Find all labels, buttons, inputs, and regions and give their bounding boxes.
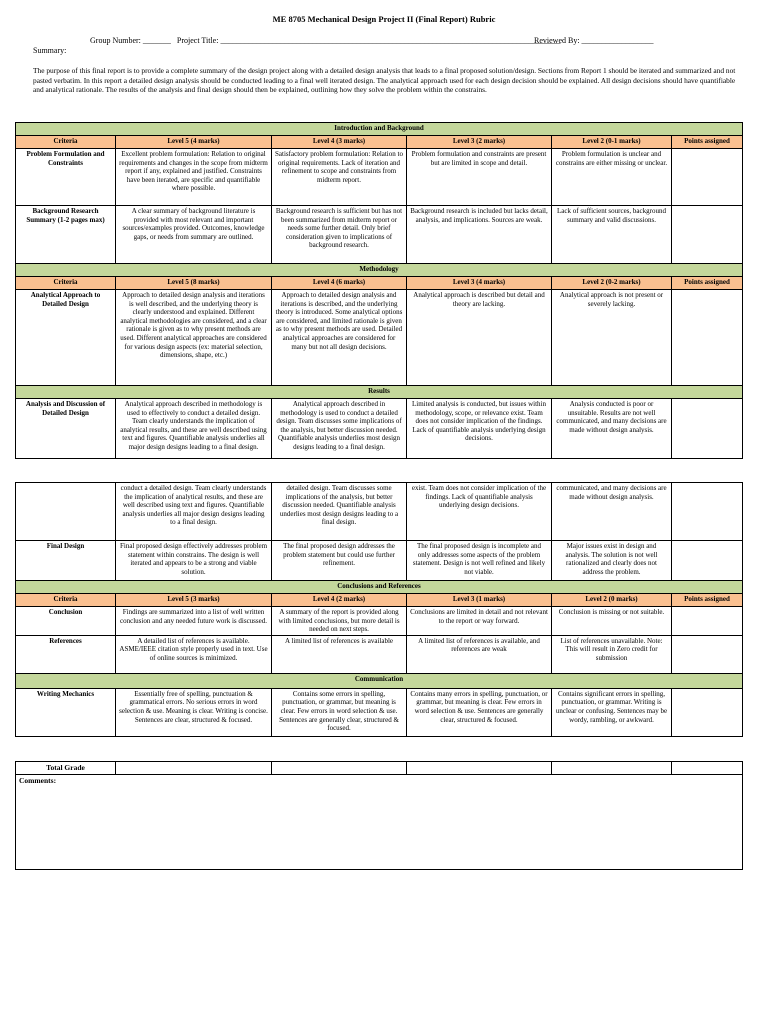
project-title-field[interactable]: Project Title: _____________________________________________________________________________________ xyxy=(176,36,561,45)
cell-level-4: A summary of the report is provided along with limited conclusions, but more detail is needed on next steps. xyxy=(272,607,407,636)
cell-level-5: Essentially free of spelling, punctuation & grammatical errors. No serious errors in word selection & use. Meaning is clear. Writing is concise. Sentences are clear, structured & focused. xyxy=(116,688,272,736)
cell-level-5: A clear summary of background literature is provided with most relevant and important sources/examples provided. Outcomes, knowledge gaps, or needs from summary are outlined. xyxy=(116,206,272,264)
cell-level-4: Approach to detailed design analysis and iterations is described, and the underlying theory is introduced. Some analytical options are considered, and limited rationale is given as to why present methods are used. Detailed analytical approaches are considered for many but not all design decisions. xyxy=(272,290,407,386)
cell-level-3: Problem formulation and constraints are present but are limited in scope and detail. xyxy=(407,149,552,206)
points-cell[interactable] xyxy=(672,635,743,673)
cell-level-4: A limited list of references is available xyxy=(272,635,407,673)
cell-level-2: List of references unavailable. Note: This will result in Zero credit for submission xyxy=(552,635,672,673)
continued-text-l4: detailed design. Team discusses some implications of the analysis, but better discussion needed. Quantifiable analysis underlies most design designs leading to a final design. xyxy=(279,484,399,527)
rubric-page-1 xyxy=(0,122,768,451)
cell-level-3: Contains many errors in spelling, punctuation, or grammar, but meaning is clear. Few errors in word selection & use. Sentences are generally clear, structured & focused. xyxy=(407,688,552,736)
total-grade-cell[interactable] xyxy=(407,762,552,775)
cell-level-4-continued xyxy=(272,483,407,541)
points-cell[interactable] xyxy=(672,206,743,264)
cell-level-3: A limited list of references is available, and references are weak xyxy=(407,635,552,673)
cell-level-3: The final proposed design is incomplete and only addresses some aspects of the problem statement. Design is not well refined and likely not viable. xyxy=(407,541,552,581)
rubric-table-part1 xyxy=(15,122,743,459)
points-cell[interactable] xyxy=(672,483,743,541)
criterion-analytical-approach: Analytical Approach to Detailed Design xyxy=(16,290,116,386)
header-level-5: Level 5 (3 marks) xyxy=(116,594,272,607)
criterion-final-design: Final Design xyxy=(16,541,116,581)
cell-level-3: Analytical approach is described but detail and theory are lacking. xyxy=(407,290,552,386)
header-level-2: Level 2 (0 marks) xyxy=(552,594,672,607)
points-cell[interactable] xyxy=(672,149,743,206)
header-criteria: Criteria xyxy=(16,277,116,290)
header-criteria: Criteria xyxy=(16,136,116,149)
section-methodology: Methodology xyxy=(16,264,743,277)
cell-level-5: A detailed list of references is available. ASME/IEEE citation style properly used in text. Use of online sources is minimized. xyxy=(116,635,272,673)
total-grade-row xyxy=(16,762,743,775)
header-fields xyxy=(90,36,654,45)
points-cell[interactable] xyxy=(672,399,743,459)
header-points: Points assigned xyxy=(672,594,743,607)
cell-level-5: Findings are summarized into a list of well written conclusion and any needed future work is discussed. xyxy=(116,607,272,636)
group-number-field[interactable]: Group Number: _______ xyxy=(90,36,171,45)
header-criteria: Criteria xyxy=(16,594,116,607)
table-row xyxy=(16,290,743,386)
table-row xyxy=(16,688,743,736)
reviewed-by-field[interactable]: Reviewed By: __________________ xyxy=(534,36,654,45)
continued-text-l2: communicated, and many decisions are made without design analysis. xyxy=(556,484,667,501)
points-cell[interactable] xyxy=(672,290,743,386)
cell-level-2: Lack of sufficient sources, background summary and valid discussions. xyxy=(552,206,672,264)
cell-level-5: Excellent problem formulation: Relation to original requirements and changes in the scope from midterm report if any, explained and justified. Constraints have been iterated, are specific and quantifiable where possible. xyxy=(116,149,272,206)
criterion-analysis-discussion: Analysis and Discussion of Detailed Design xyxy=(16,399,116,459)
cell-level-4: Satisfactory problem formulation: Relation to original requirements. Lack of iteration and refinement to scope and constraints from midterm report. xyxy=(272,149,407,206)
cell-level-3: Conclusions are limited in detail and not relevant to the report or way forward. xyxy=(407,607,552,636)
cell-level-2: Problem formulation is unclear and constrains are either missing or unclear. xyxy=(552,149,672,206)
total-grade-cell[interactable] xyxy=(552,762,672,775)
header-row xyxy=(16,594,743,607)
cell-level-3-continued xyxy=(407,483,552,541)
points-cell[interactable] xyxy=(672,607,743,636)
total-grade-cell[interactable] xyxy=(272,762,407,775)
cell-level-5: Approach to detailed design analysis and iterations is well described, and the underlying theory is clearly understood and explained. Different analytical methodologies are considered, and a clear rationale is given as to why present methods are used. Different analytical approaches are considered for various design aspects (ex: material selection, dimensions, shape, etc.) xyxy=(116,290,272,386)
table-row xyxy=(16,541,743,581)
rubric-table-part2 xyxy=(15,482,743,737)
header-level-2: Level 2 (0-2 marks) xyxy=(552,277,672,290)
comments-row xyxy=(16,775,743,870)
criterion-continued xyxy=(16,483,116,541)
criterion-writing-mechanics: Writing Mechanics xyxy=(16,688,116,736)
table-row xyxy=(16,399,743,459)
header-points: Points assigned xyxy=(672,277,743,290)
total-grade-label: Total Grade xyxy=(16,762,116,775)
cell-level-5: Final proposed design effectively addresses problem statement within constrains. The design is well iterated and appears to be a strong and viable solution. xyxy=(116,541,272,581)
continued-text-l5: conduct a detailed design. Team clearly understands the implication of analytical results, and these are well described using text and figures. Quantifiable analysis underlies all major design designs leading to a final design. xyxy=(120,484,267,527)
comments-field[interactable] xyxy=(16,775,743,870)
cell-level-3: Background research is included but lacks detail, analysis, and implications. Sources are weak. xyxy=(407,206,552,264)
header-level-4: Level 4 (6 marks) xyxy=(272,277,407,290)
table-row xyxy=(16,635,743,673)
cell-level-2: Major issues exist in design and analysis. The solution is not well rationalized and clearly does not address the problem. xyxy=(552,541,672,581)
section-conclusions: Conclusions and References xyxy=(16,581,743,594)
grade-table xyxy=(15,761,743,870)
continued-text-l3: exist. Team does not consider implication of the findings. Lack of quantifiable analysis underlying design decisions. xyxy=(411,484,547,510)
total-grade-cell[interactable] xyxy=(116,762,272,775)
cell-level-2-continued xyxy=(552,483,672,541)
criterion-conclusion: Conclusion xyxy=(16,607,116,636)
summary-label: Summary: xyxy=(33,46,67,55)
cell-level-2: Analysis conducted is poor or unsuitable. Results are not well communicated, and many decisions are made without design analysis. xyxy=(552,399,672,459)
cell-level-3: Limited analysis is conducted, but issues within methodology, scope, or relevance exist. Team does not consider implication of the findings. Lack of quantifiable analysis underlying design decisions. xyxy=(407,399,552,459)
header-level-3: Level 3 (4 marks) xyxy=(407,277,552,290)
comments-label: Comments: xyxy=(19,776,57,785)
criterion-background-research: Background Research Summary (1-2 pages max) xyxy=(16,206,116,264)
cell-level-4: Analytical approach described in methodology is used to conduct a detailed design. Team discusses some implications of the analysis, but better discussion needed. Quantifiable analysis underlies most design designs leading to a final design. xyxy=(272,399,407,459)
criterion-problem-formulation: Problem Formulation and Constraints xyxy=(16,149,116,206)
criterion-references: References xyxy=(16,635,116,673)
header-level-4: Level 4 (3 marks) xyxy=(272,136,407,149)
cell-level-5: Analytical approach described in methodology is used to effectively to conduct a detailed design. Team clearly understands the implication of analytical results, and these are well described using text and figures. Quantifiable analysis underlies all major design designs leading to a final design. xyxy=(116,399,272,459)
header-points: Points assigned xyxy=(672,136,743,149)
total-grade-cell[interactable] xyxy=(672,762,743,775)
section-intro-background: Introduction and Background xyxy=(16,123,743,136)
header-level-4: Level 4 (2 marks) xyxy=(272,594,407,607)
section-results: Results xyxy=(16,386,743,399)
cell-level-2: Contains significant errors in spelling, punctuation, or grammar. Writing is unclear or confusing. Sentences may be wordy, rambling, or awkward. xyxy=(552,688,672,736)
cell-level-4: The final proposed design addresses the problem statement but could use further refinement. xyxy=(272,541,407,581)
header-level-3: Level 3 (2 marks) xyxy=(407,136,552,149)
header-level-5: Level 5 (4 marks) xyxy=(116,136,272,149)
document-title: ME 8705 Mechanical Design Project II (Final Report) Rubric xyxy=(272,14,496,24)
points-cell[interactable] xyxy=(672,688,743,736)
header-level-5: Level 5 (8 marks) xyxy=(116,277,272,290)
cell-level-4: Background research is sufficient but has not been summarized from midterm report or needs some further detail. Only brief consideration given to implications of background research. xyxy=(272,206,407,264)
table-row xyxy=(16,206,743,264)
header-level-2: Level 2 (0-1 marks) xyxy=(552,136,672,149)
cell-level-2: Analytical approach is not present or severely lacking. xyxy=(552,290,672,386)
cell-level-5-continued xyxy=(116,483,272,541)
table-row xyxy=(16,483,743,541)
header-row xyxy=(16,277,743,290)
header-row xyxy=(16,136,743,149)
points-cell[interactable] xyxy=(672,541,743,581)
cell-level-4: Contains some errors in spelling, punctuation, or grammar, but meaning is clear. Few errors in word selection & use. Sentences are generally clear, structured & focused. xyxy=(272,688,407,736)
intro-paragraph: The purpose of this final report is to provide a complete summary of the design project along with a detailed design analysis that leads to a final proposed solution/design. Sections from Report 1 should be iterated and summarized and not pasted verbatim. In this report a detailed design analysis should be conducted leading to a final well iterated design. The analytical approach used for each design decision should be explained. All design decisions should have quantifiable and analytical rationale. The results of the analysis and final design should then be explained, outlining how they solve the problem within the constrains. xyxy=(33,66,736,94)
cell-level-2: Conclusion is missing or not suitable. xyxy=(552,607,672,636)
header-level-3: Level 3 (1 marks) xyxy=(407,594,552,607)
table-row xyxy=(16,607,743,636)
section-communication: Communication xyxy=(16,673,743,688)
table-row xyxy=(16,149,743,206)
